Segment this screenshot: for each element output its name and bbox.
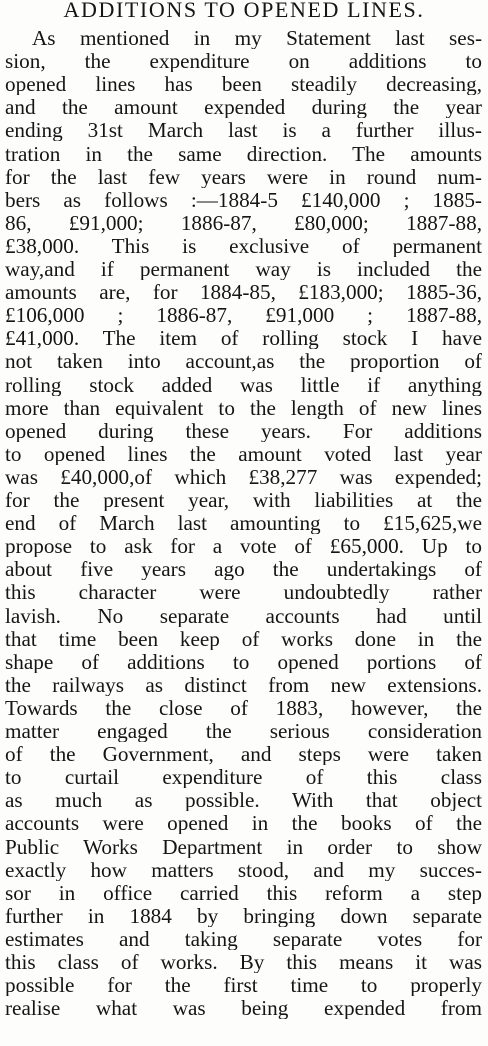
article-line: as much as possible. With that object [5,789,482,812]
article-line: estimates and taking separate votes for [5,927,482,950]
article-line: sion, the expenditure on additions to [5,50,482,73]
article-line: exactly how matters stood, and my succes- [5,858,482,881]
article-line: way,and if permanent way is included the [5,258,482,280]
article-line: possible for the first time to properly [5,974,482,997]
article-line: amounts are, for 1884-85, £183,000; 1885-36, [5,281,482,304]
article-line: the railways as distinct from new extensions. [5,673,482,696]
article-line: Public Works Department in order to show [5,835,482,858]
article-line: further in 1884 by bringing down separate [5,904,482,927]
article-line: bers as follows :—1884-5 £140,000 ; 1885- [5,188,482,211]
article-heading: ADDITIONS TO OPENED LINES. [63,0,425,22]
article-line: about five years ago the undertakings of [5,558,482,581]
article-line: not taken into account,as the proportion of [5,350,482,373]
article-line: £38,000. This is exclusive of permanent [5,234,482,257]
article-line: Towards the close of 1883, however, the [5,696,482,719]
article-line: and the amount expended during the year [5,96,482,119]
article-line: accounts were opened in the books of the [5,812,482,835]
article-line: rolling stock added was little if anything [5,373,482,396]
article-line: was £40,000,of which £38,277 was expended; [5,465,482,488]
article-line: sor in office carried this reform a step [5,881,482,904]
article-line: more than equivalent to the length of new lines [5,396,482,419]
article-line: opened during these years. For additions [5,419,482,442]
article-line: ending 31st March last is a further illus- [5,119,482,142]
article-line: 86, £91,000; 1886-87, £80,000; 1887-88, [5,211,482,234]
article-line: propose to ask for a vote of £65,000. Up to [5,535,482,558]
article-line: to opened lines the amount voted last year [5,442,482,465]
article-line: tration in the same direction. The amounts [5,142,482,165]
article-line: end of March last amounting to £15,625,we [5,512,482,535]
article-line: for the last few years were in round num- [5,165,482,188]
article-line: that time been keep of works done in the [5,627,482,650]
article-line: to curtail expenditure of this class [5,766,482,789]
article-line: for the present year, with liabilities at the [5,489,482,511]
article-line: shape of additions to opened portions of [5,650,482,673]
article-line: this character were undoubtedly rather [5,581,482,604]
article-line: lavish. No separate accounts had until [5,604,482,627]
article-line: of the Government, and steps were taken [5,743,482,766]
article-line: opened lines has been steadily decreasing, [5,73,482,96]
article-line: realise what was being expended from [5,997,482,1020]
article-line: £41,000. The item of rolling stock I have [5,327,482,350]
article-line: matter engaged the serious consideration [5,720,482,742]
article-line: this class of works. By this means it was [5,951,482,973]
article-line: £106,000 ; 1886-87, £91,000 ; 1887-88, [5,304,482,327]
article-line: As mentioned in my Statement last ses- [32,27,482,49]
